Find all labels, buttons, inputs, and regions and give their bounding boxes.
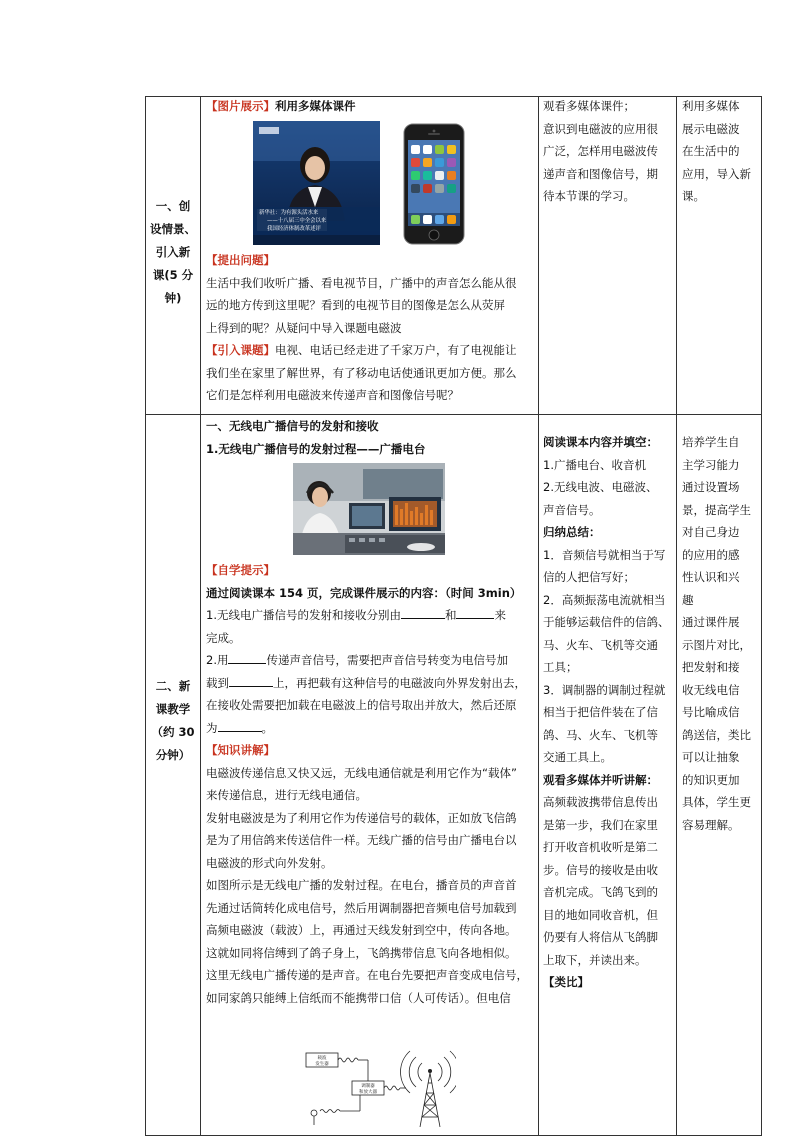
tag-question: 【提出问题】 — [206, 253, 275, 267]
fill-blank[interactable] — [401, 604, 445, 619]
svg-text:发生器: 发生器 — [315, 1062, 329, 1067]
lesson-plan-table — [145, 96, 762, 1136]
section-heading: 一、无线电广播信号的发射和接收 — [206, 419, 379, 433]
teacher-activity-2-text: 【自学提示】 通过阅读课本 154 页，完成课件展示的内容：（时间 3min） 1.无线电广播信号的发射和接收分别由 和 来 完成。 2.用 传递声音信号，需要把声音信号转变为电信号加 载到 上，再把载有这种信号的电磁波向外界发射出去， 在接收处需要把加载在电磁波上的信号取出并放大，然后还原 为 。 【知识讲解】 电磁波传递信息又快又远，无线电通信就是利用它作为“载体” 来传递信息，进行无线电通信。 发射电磁波是为了利用它作为传递信号的载体，正如放飞信鸽 是为了用信鸽来传送信件一样。无线广播的信号由广播电台以 电磁波的形式向外发射。 如图所示是无线电广播的发射过程。在电台，播音员的声音首 先通过话筒转化成电信号，然后用调制器把音频电信号加载到 高频电磁波（载波）上，再通过天线发射到空中，传向各地。 这就如同将信缚到了鸽子身上，飞鸽携带信息飞向各地相似。 这里无线电广播传递的是声音。在电台先要把声音变成电信号， 如同家鸽只能缚上信纸而不能携带口信（人可传话）。但电信 — [206, 563, 528, 1005]
svg-text:调制器: 调制器 — [361, 1084, 375, 1089]
student-activity-1: 观看多媒体课件； 意识到电磁波的应用很 广泛，怎样用电磁波传 递声音和图像信号，期 待本节课的学习。 — [543, 99, 658, 203]
tv-caption-line: 我国经济体制改革述评 — [267, 226, 321, 232]
tag-self-study: 【自学提示】 — [206, 563, 275, 577]
fill-blank[interactable] — [228, 649, 266, 664]
teacher-activity-2-head — [206, 415, 536, 460]
fill-blank[interactable] — [229, 672, 273, 687]
svg-text:和放大器: 和放大器 — [359, 1090, 377, 1095]
broadcast-studio-image — [293, 463, 445, 555]
svg-text:载波: 载波 — [317, 1056, 327, 1061]
fill-blank[interactable] — [456, 604, 494, 619]
tag-intro: 【引入课题】 — [206, 343, 275, 357]
column-divider — [200, 97, 201, 1135]
teacher-activity-1: 【图片展示】利用多媒体课件 — [206, 99, 356, 113]
subsection-heading: 1.无线电广播信号的发射过程——广播电台 — [206, 441, 426, 456]
fill-blank[interactable] — [218, 717, 262, 732]
student-activity-2: 阅读课本内容并填空： 1.广播电台、收音机 2.无线电波、电磁波、 声音信号。 归纳总结： 1．音频信号就相当于写 信的人把信写好； 2．高频振荡电流就相当 于能够运载信件的信鸽、 马、火车、飞机等交通 工具； 3．调制器的调制过程就 相当于把信件装在了信 鸽、马、火车、飞机等 交通工具上。 观看多媒体并听讲解： 高频载波携带信息传出 是第一步，我们在家里 打开收音机收听是第二 步。信号的接收是由收 音机完成。飞鸽飞到的 目的地如同收音机，但 仍要有人将信从飞鸽脚 上取下，并读出来。 【类比】 — [543, 431, 675, 994]
smartphone-image — [403, 123, 465, 245]
design-intent-2: 培养学生自 主学习能力 通过设置场 景，提高学生 对自己身边 的应用的感 性认识和兴 趣 通过课件展 示图片对比， 把发射和接 收无线电信 号比喻成信 鸽送信，类比 可以让抽象 的知识更加 具体，学生更 容易理解。 — [682, 435, 751, 832]
column-divider — [538, 97, 539, 1135]
stage-label-2: 二、新 课教学 （约 30 分钟） — [151, 679, 195, 762]
tag-analogy: 【类比】 — [543, 975, 589, 989]
tag-knowledge: 【知识讲解】 — [206, 743, 275, 757]
tv-news-image — [253, 121, 380, 245]
tag-picture-show: 【图片展示】 — [206, 99, 275, 113]
design-intent-1: 利用多媒体 展示电磁波 在生活中的 应用，导入新 课。 — [682, 99, 751, 203]
column-divider — [676, 97, 677, 1135]
transmission-diagram — [296, 1041, 456, 1127]
tv-caption-line: ——十八届三中全会以来 — [267, 218, 327, 224]
tv-caption-line: 新华社：为有源头活水来 — [259, 210, 319, 216]
stage-label-1: 一、创 设情景、 引入新 课(5 分 钟) — [150, 199, 196, 305]
teacher-activity-1-text: 【提出问题】 生活中我们收听广播、看电视节目，广播中的声音怎么能从很 远的地方传到这里呢？看到的电视节目的图像是怎么从荧屏 上得到的呢？从疑问中导入课题电磁波 【引入课题】电视、电话已经走进了千家万户，有了电视能让 我们坐在家里了解世界，有了移动电话使通讯更加方便。那么 它们是怎样利用电磁波来传递声音和图像信号呢？ — [206, 253, 517, 402]
